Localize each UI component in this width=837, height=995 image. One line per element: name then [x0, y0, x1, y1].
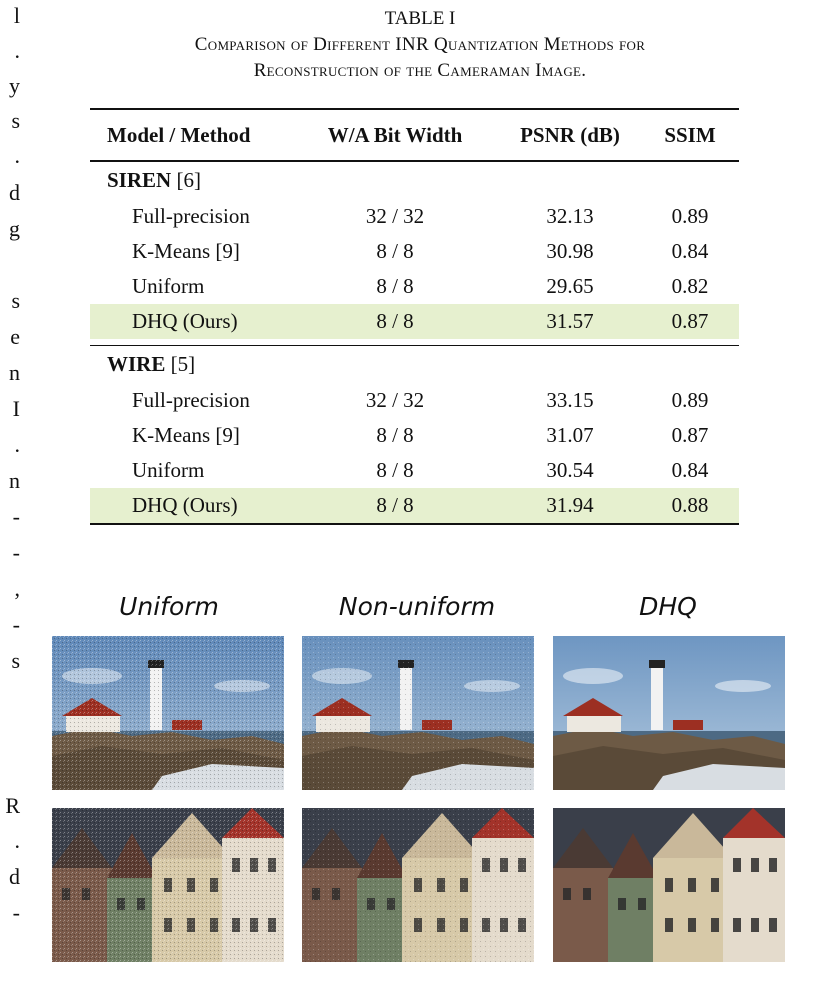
left-fragment: ,	[14, 576, 20, 601]
psnr-cell: 31.07	[546, 423, 594, 447]
psnr-cell: 33.15	[546, 388, 594, 412]
table-row	[90, 418, 739, 453]
left-fragment: n	[9, 468, 20, 493]
results-table	[90, 108, 739, 525]
left-fragment: d	[9, 180, 20, 205]
left-fragment: l	[13, 3, 20, 28]
ssim-cell: 0.84	[671, 238, 709, 263]
bits-cell: 8 / 8	[376, 273, 414, 298]
ssim-cell: 0.84	[671, 458, 709, 482]
bits-cell: 8 / 8	[376, 308, 414, 333]
psnr-cell: 32.13	[546, 203, 594, 228]
table-label: TABLE I	[384, 8, 456, 29]
method-cell: K-Means [9]	[132, 238, 240, 263]
bits-cell: 8 / 8	[376, 458, 414, 482]
table-row	[90, 269, 739, 304]
left-fragment: s	[11, 648, 20, 673]
left-fragment: .	[14, 432, 20, 457]
left-fragment: -	[12, 612, 20, 637]
method-cell: Uniform	[132, 458, 205, 482]
header-ssim: SSIM	[664, 122, 716, 147]
buildings-image-non-uniform	[302, 808, 534, 962]
group-label	[107, 162, 201, 199]
buildings-image-uniform	[52, 808, 284, 962]
ssim-cell: 0.89	[671, 388, 709, 412]
psnr-cell: 31.94	[546, 493, 594, 517]
left-fragment: s	[11, 108, 20, 133]
method-cell: DHQ (Ours)	[132, 493, 238, 517]
lighthouse-image-uniform	[52, 636, 284, 790]
group-label	[107, 346, 195, 383]
left-fragment: .	[14, 828, 20, 853]
psnr-cell: 29.65	[546, 273, 594, 298]
figure-column-titles	[52, 592, 785, 632]
group-name: WIRE	[107, 352, 166, 376]
left-fragment: .	[14, 143, 20, 168]
group-ref: [6]	[176, 167, 201, 192]
table-title-line-1: Comparison of Different INR Quantization Methods for	[194, 34, 646, 55]
left-fragment: y	[9, 73, 20, 98]
title-non-uniform: Non-uniform	[338, 592, 496, 621]
method-cell: Uniform	[132, 273, 205, 298]
psnr-cell: 31.57	[546, 308, 594, 333]
group-row-wire	[90, 346, 739, 383]
left-fragment: I	[12, 396, 20, 421]
left-fragment: e	[10, 324, 20, 349]
table-row-highlighted	[90, 304, 739, 339]
left-fragment: R	[5, 793, 20, 818]
ssim-cell: 0.89	[671, 203, 709, 228]
bits-cell: 8 / 8	[376, 423, 414, 447]
title-dhq: DHQ	[639, 592, 697, 621]
table-row	[90, 199, 739, 234]
group-row-siren	[90, 162, 739, 199]
header-model-method: Model / Method	[107, 122, 251, 147]
table-row	[90, 234, 739, 269]
buildings-image-dhq	[553, 808, 785, 962]
left-fragment: d	[9, 864, 20, 889]
table-row-highlighted	[90, 488, 739, 523]
bits-cell: 32 / 32	[365, 203, 425, 228]
lighthouse-image-dhq	[553, 636, 785, 790]
psnr-cell: 30.54	[546, 458, 594, 482]
method-cell: Full-precision	[132, 203, 250, 228]
lighthouse-image-non-uniform	[302, 636, 534, 790]
group-ref: [5]	[170, 352, 196, 376]
bits-cell: 8 / 8	[376, 493, 414, 517]
title-uniform: Uniform	[119, 592, 219, 621]
table-title-line-2: Reconstruction of the Cameraman Image.	[253, 60, 587, 81]
bits-cell: 32 / 32	[365, 388, 425, 412]
header-psnr: PSNR (dB)	[520, 122, 620, 147]
left-fragment: -	[12, 504, 20, 529]
bottom-rule	[90, 523, 739, 525]
method-cell: Full-precision	[132, 388, 250, 412]
left-fragment: -	[12, 540, 20, 565]
psnr-cell: 30.98	[546, 238, 594, 263]
header-bit-width: W/A Bit Width	[327, 122, 463, 147]
method-cell: K-Means [9]	[132, 423, 240, 447]
table-caption	[60, 6, 780, 84]
table-row	[90, 383, 739, 418]
table-row	[90, 453, 739, 488]
table-header-row	[90, 110, 739, 160]
left-fragment: -	[12, 900, 20, 925]
ssim-cell: 0.87	[671, 308, 709, 333]
ssim-cell: 0.88	[671, 493, 709, 517]
group-name: SIREN	[107, 167, 172, 192]
left-fragment: .	[14, 38, 20, 63]
ssim-cell: 0.82	[671, 273, 709, 298]
method-cell: DHQ (Ours)	[132, 308, 238, 333]
bits-cell: 8 / 8	[376, 238, 414, 263]
left-fragment: g	[9, 216, 20, 241]
left-fragment: n	[9, 360, 20, 385]
ssim-cell: 0.87	[671, 423, 709, 447]
left-fragment: s	[11, 288, 20, 313]
